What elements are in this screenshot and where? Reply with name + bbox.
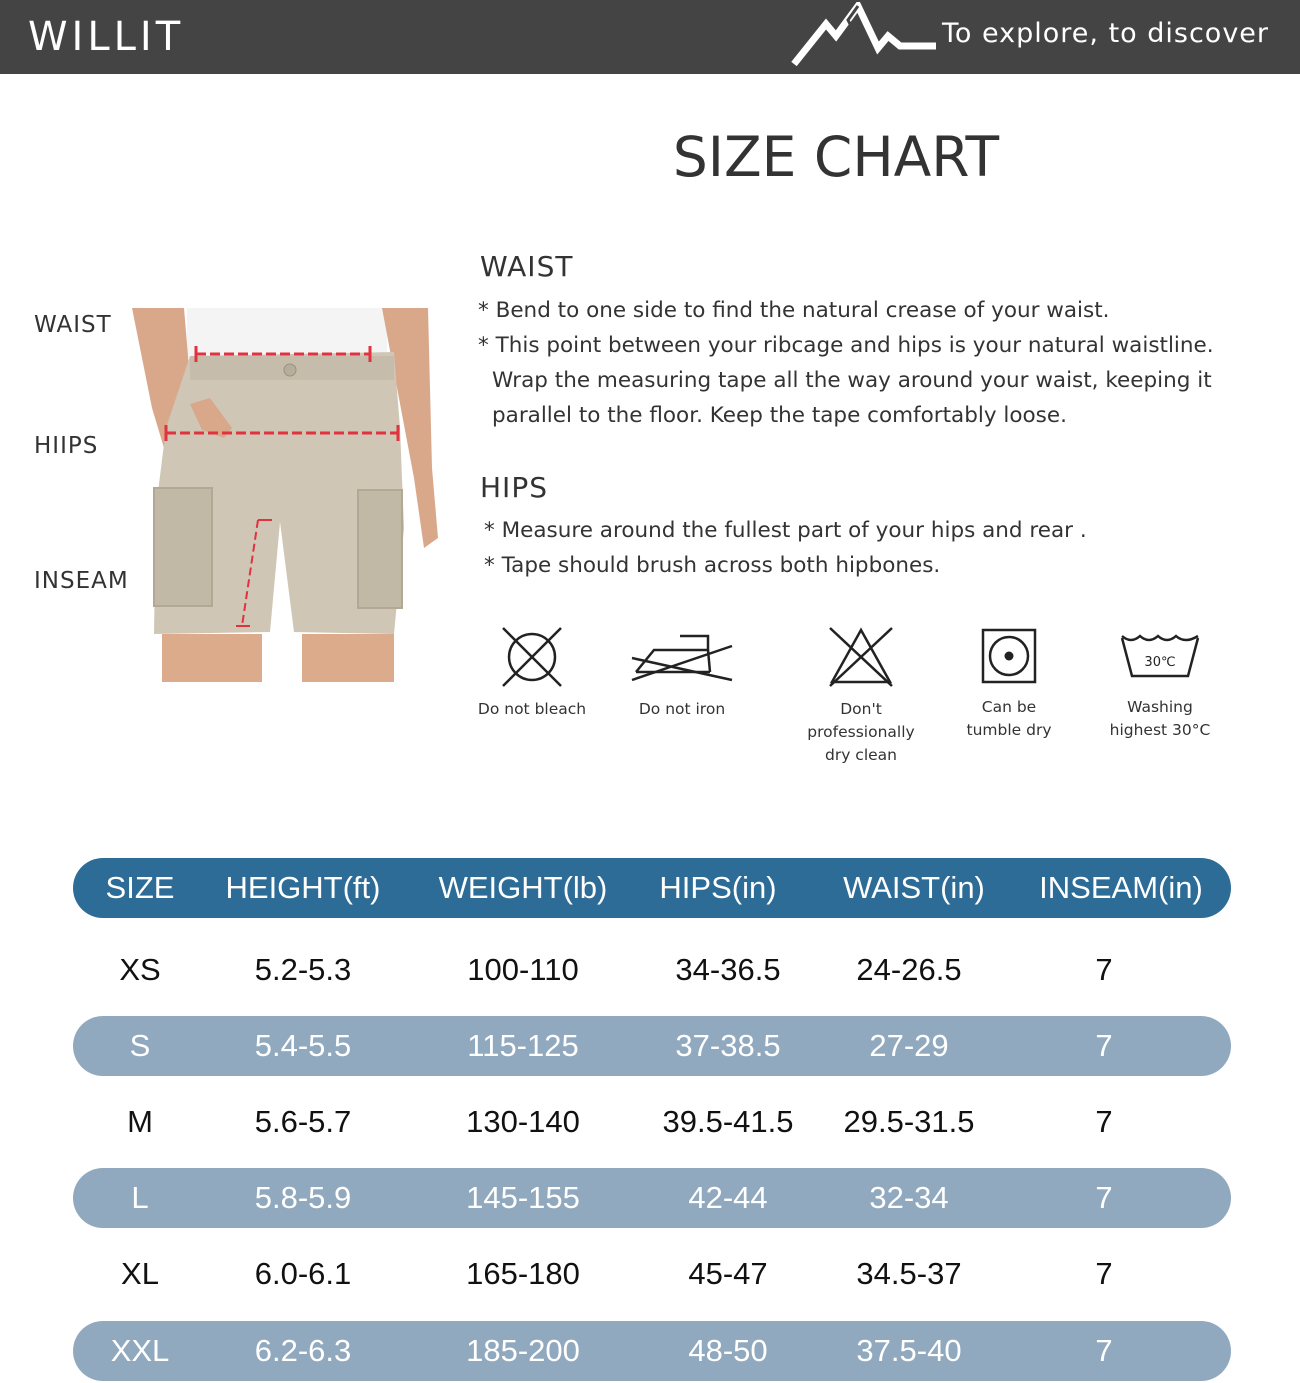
care-label-tumble-dry-2: tumble dry	[966, 721, 1052, 739]
care-item-no-iron	[622, 624, 742, 721]
care-label-no-iron: Do not iron	[638, 700, 726, 718]
header-inseam: INSEAM(in)	[1039, 870, 1203, 905]
header-height: HEIGHT(ft)	[225, 870, 381, 905]
cell-waist: 24-26.5	[856, 952, 962, 987]
care-label-wash-2: highest 30°C	[1109, 721, 1211, 739]
header-waist: WAIST(in)	[843, 870, 985, 905]
hips-instruction-2: * Tape should brush across both hipbones.	[484, 553, 941, 578]
care-item-no-dry-clean	[786, 624, 936, 767]
cell-size: XS	[119, 952, 161, 987]
care-label-no-dry-clean-1: Don't professionally	[807, 700, 915, 741]
wash-30-icon	[1118, 624, 1202, 688]
cell-height: 6.0-6.1	[254, 1256, 352, 1291]
cell-inseam: 7	[1095, 1256, 1113, 1291]
cell-size: L	[131, 1180, 149, 1215]
figure-label-hips: HIIPS	[34, 433, 99, 459]
header-size: SIZE	[105, 870, 175, 905]
cell-weight: 145-155	[466, 1180, 580, 1215]
cell-weight: 130-140	[466, 1104, 580, 1139]
no-iron-icon	[630, 624, 734, 690]
cell-waist: 32-34	[869, 1180, 949, 1215]
hips-instruction-1: * Measure around the fullest part of your hips and rear .	[484, 518, 1087, 543]
cell-weight: 115-125	[467, 1028, 579, 1063]
wash-temp-label: 30℃	[1144, 655, 1176, 670]
cell-size: XXL	[110, 1333, 170, 1368]
table-row-xxl	[73, 1321, 1231, 1381]
header-weight: WEIGHT(lb)	[438, 870, 608, 905]
size-table-header	[73, 858, 1231, 918]
cell-waist: 37.5-40	[856, 1333, 962, 1368]
brand-logo: WILLIT	[28, 14, 185, 60]
waist-section-title: WAIST	[480, 250, 574, 283]
waist-instruction-1: * Bend to one side to find the natural crease of your waist.	[478, 298, 1110, 323]
waist-instruction-2: * This point between your ribcage and hips is your natural waistline.	[478, 333, 1214, 358]
cell-height: 5.6-5.7	[254, 1104, 352, 1139]
cell-height: 5.4-5.5	[254, 1028, 352, 1063]
cell-waist: 27-29	[869, 1028, 949, 1063]
cell-weight: 165-180	[466, 1256, 580, 1291]
cell-hips: 42-44	[688, 1180, 768, 1215]
cell-waist: 34.5-37	[856, 1256, 962, 1291]
care-label-wash-1: Washing	[1127, 698, 1193, 716]
cell-hips: 37-38.5	[675, 1028, 781, 1063]
no-dry-clean-icon	[826, 624, 896, 690]
cell-height: 5.2-5.3	[254, 952, 352, 987]
mountain-icon	[788, 2, 938, 70]
cell-hips: 48-50	[688, 1333, 768, 1368]
cell-weight: 185-200	[466, 1333, 580, 1368]
shorts-illustration	[132, 308, 438, 682]
cell-size: S	[129, 1028, 151, 1063]
cell-waist: 29.5-31.5	[843, 1104, 975, 1139]
care-item-wash-30	[1100, 624, 1220, 742]
cell-inseam: 7	[1095, 952, 1113, 987]
cell-height: 6.2-6.3	[254, 1333, 352, 1368]
care-item-tumble-dry	[954, 624, 1064, 742]
header-bar	[0, 0, 1300, 74]
cell-weight: 100-110	[467, 952, 579, 987]
cell-size: XL	[121, 1256, 159, 1291]
cell-hips: 34-36.5	[675, 952, 781, 987]
cell-inseam: 7	[1095, 1104, 1113, 1139]
cell-size: M	[127, 1104, 153, 1139]
cell-height: 5.8-5.9	[254, 1180, 352, 1215]
hips-section-title: HIPS	[480, 471, 548, 504]
header-hips: HIPS(in)	[659, 870, 777, 905]
cell-hips: 39.5-41.5	[662, 1104, 794, 1139]
tumble-dry-icon	[979, 624, 1039, 688]
cell-inseam: 7	[1095, 1180, 1113, 1215]
waist-instruction-4: parallel to the floor. Keep the tape comfortably loose.	[492, 403, 1067, 428]
tagline: To explore, to discover	[942, 18, 1270, 49]
care-label-no-bleach: Do not bleach	[477, 700, 587, 718]
cell-hips: 45-47	[688, 1256, 768, 1291]
table-row-xs	[73, 940, 1231, 1000]
waist-instruction-3: Wrap the measuring tape all the way around your waist, keeping it	[492, 368, 1212, 393]
page-title: SIZE CHART	[672, 125, 1000, 189]
figure-label-inseam: INSEAM	[34, 568, 129, 594]
care-label-no-dry-clean-2: dry clean	[825, 746, 897, 764]
cell-inseam: 7	[1095, 1333, 1113, 1368]
care-item-no-bleach	[472, 624, 592, 721]
care-label-tumble-dry-1: Can be	[981, 698, 1037, 716]
table-row-m	[73, 1092, 1231, 1152]
table-row-xl	[73, 1244, 1231, 1304]
table-row-l	[73, 1168, 1231, 1228]
table-row-s	[73, 1016, 1231, 1076]
cell-inseam: 7	[1095, 1028, 1113, 1063]
figure-label-waist: WAIST	[34, 312, 112, 338]
no-bleach-icon	[497, 624, 567, 690]
